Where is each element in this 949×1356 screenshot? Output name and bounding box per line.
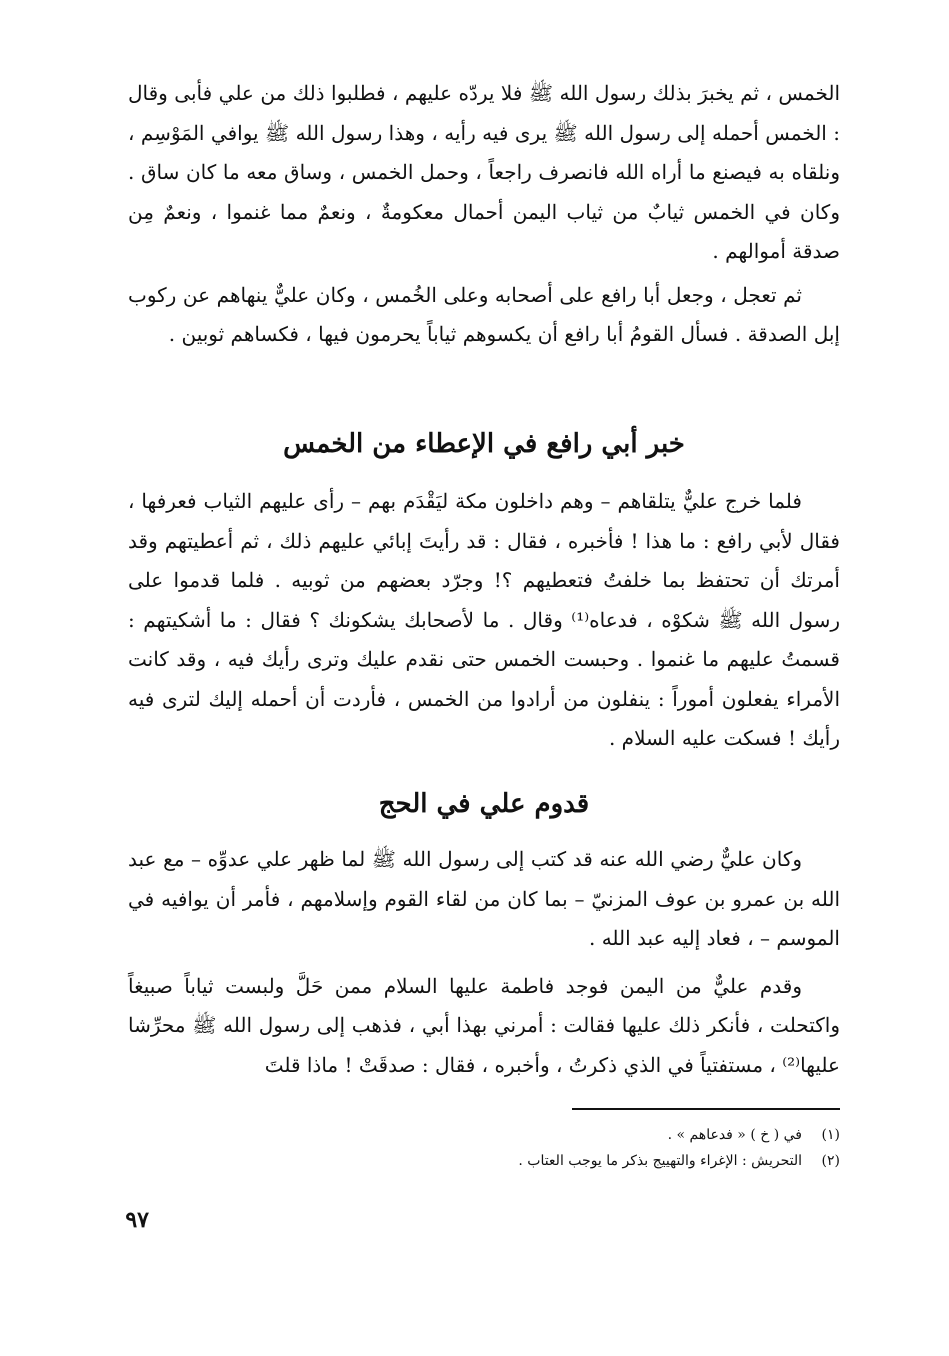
paragraph-3: فلما خرج عليٌّ يتلقاهم – وهم داخلون مكة ليَقْدَم بهم – رأى عليهم الثياب فعرفها ، فقال لأبي رافع : ما هذا ! فأخبره ، فقال : قد رأيتَ إبائي عليهم ذلك ، ثم أعطيتهم وقد أمرتك أن تحتفظ بما خلفتُ فتعطيهم ؟! وجرّد بعضهم من ثوبيه . فلما قدموا على رسول الله ﷺ شكوْه ، فدعاه⁽¹⁾ وقال . ما لأصحابك يشكونك ؟ فقال : ما أشكيتهم : قسمتُ عليهم ما غنموا . وحبست الخمس حتى نقدم عليك وترى رأيك فيه ، وقد كانت الأمراء يفعلون أموراً : ينفلون من أرادوا من الخمس ، فأردت أن أحمله إليك لترى فيه رأيك ! فسكت عليه السلام . (128, 489, 840, 750)
footnote-2 (300, 1148, 840, 1174)
section-heading-2: قدوم علي في الحج (378, 789, 590, 819)
footnote-1 (300, 1122, 840, 1148)
text-section-2 (128, 482, 840, 759)
page-number: ٩٧ (125, 1207, 149, 1233)
footnote-number: (٢) (821, 1153, 840, 1169)
footnote-text: في ( خ ) « فدعاهم » . (667, 1127, 802, 1143)
paragraph-1: الخمس ، ثم يخبرَ بذلك رسول الله ﷺ فلا يردّه عليهم ، فطلبوا ذلك من علي فأبى وقال : الخمس أحمله إلى رسول الله ﷺ يرى فيه رأيه ، وهذا رسول الله ﷺ يوافي المَوْسِم ، ونلقاه به فيصنع ما أراه الله فانصرف راجعاً ، وحمل الخمس ، وساق معه ما كان ساق . وكان في الخمس ثيابٌ من ثياب اليمن أحمال معكومةٌ ، ونعمٌ مما غنموا ، ونعمٌ مِن صدقة أموالهم . (128, 81, 840, 263)
footnotes (300, 1122, 840, 1174)
footnote-text: التحريش : الإغراء والتهييج بذكر ما يوجب العتاب . (518, 1153, 802, 1169)
paragraph-2: ثم تعجل ، وجعل أبا رافع على أصحابه وعلى الخُمس ، وكان عليٌّ ينهاهم عن ركوب إبل الصدقة . فسأل القومُ أبا رافع أن يكسوهم ثياباً يحرمون فيها ، فكساهم ثوبين . (128, 282, 840, 346)
section-heading-1: خبر أبي رافع في الإعطاء من الخمس (283, 429, 685, 459)
text-section-1 (128, 74, 840, 355)
paragraph-4: وكان عليٌّ رضي الله عنه قد كتب إلى رسول الله ﷺ لما ظهر علي عدوِّه – مع عبد الله بن عمرو بن عوف المزنيّ – بما كان من لقاء القوم وإسلامهم ، فأمر أن يوافيه في الموسم – ، فعاد إليه عبد الله . (128, 847, 840, 950)
text-section-3 (128, 840, 840, 1085)
footnote-divider (572, 1108, 840, 1110)
paragraph-5: وقدم عليٌّ من اليمن فوجد فاطمة عليها السلام ممن حَلَّ ولبست ثياباً صبيغاً واكتحلت ، فأنكر ذلك عليها فقالت : أمرني بهذا أبي ، فذهب إلى رسول الله ﷺ محرِّشا عليها⁽²⁾ ، مستفتياً في الذي ذكرتُ ، وأخبره ، فقال : صدقَتْ ! ماذا قلتَ (128, 973, 840, 1077)
footnote-number: (١) (821, 1127, 840, 1143)
